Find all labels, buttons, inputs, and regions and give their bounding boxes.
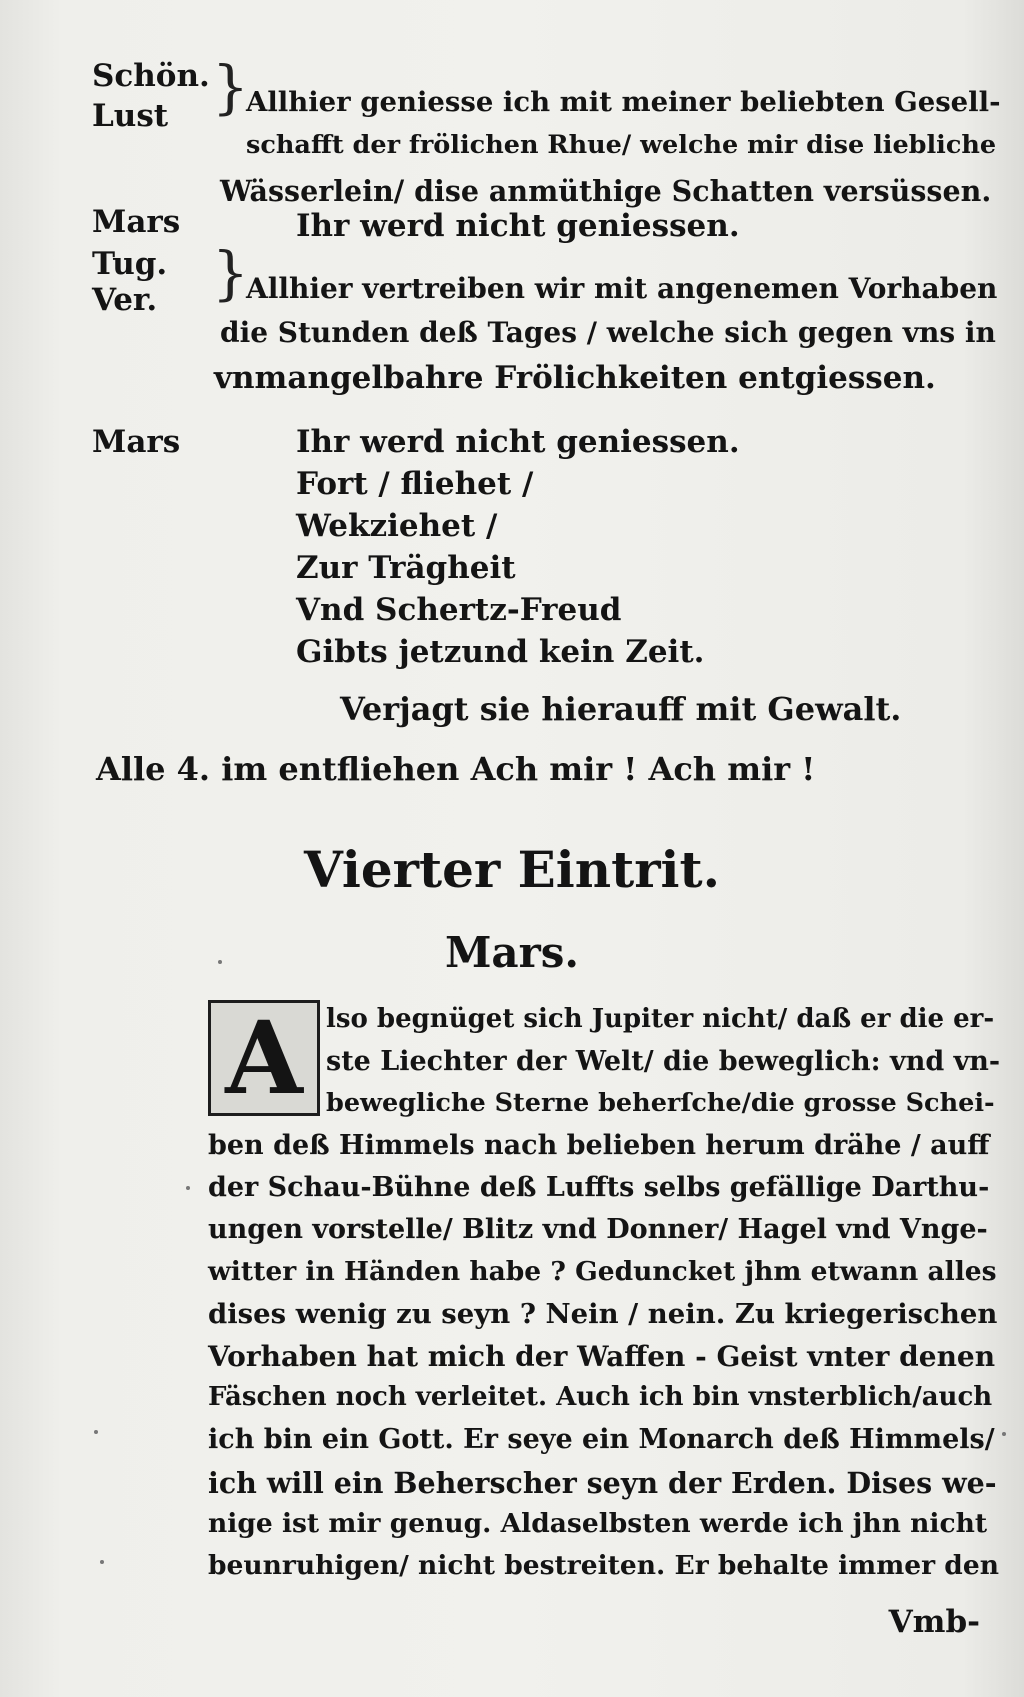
dialogue-line: Fort / fliehet /: [296, 466, 534, 502]
dialogue-line: Ihr werd nicht geniessen.: [296, 208, 740, 244]
paragraph-line: bewegliche Sterne beherſche/die grosse Schei-: [326, 1088, 995, 1118]
brace-mark: }: [212, 239, 249, 307]
dialogue-line: Zur Trägheit: [296, 550, 516, 586]
catchword: Vmb-: [888, 1604, 980, 1640]
paragraph-line: nige ist mir genug. Aldaselbsten werde ich jhn nicht: [208, 1508, 988, 1539]
paragraph-line: ich bin ein Gott. Er seye ein Monarch deß Himmels/: [208, 1424, 995, 1455]
dialogue-line: vnmangelbahre Frölichkeiten entgiessen.: [214, 360, 936, 396]
ink-speck: [186, 1186, 190, 1190]
dropcap-initial: A: [208, 1000, 320, 1116]
paragraph-line: ich will ein Beherscher seyn der Erden. Dises we-: [208, 1466, 997, 1500]
dialogue-line: schafft der frölichen Rhue/ welche mir dise liebliche: [246, 130, 997, 160]
ink-speck: [218, 960, 222, 964]
speaker-label-schoen: Schön.: [92, 58, 210, 94]
scene-speaker: Mars.: [444, 928, 580, 977]
ink-speck: [1002, 1432, 1006, 1436]
dialogue-line: Allhier geniesse ich mit meiner beliebten Gesell-: [246, 86, 1001, 118]
scene-title: Vierter Eintrit.: [303, 840, 721, 899]
ink-speck: [94, 1430, 98, 1434]
paragraph-line: ungen vorstelle/ Blitz vnd Donner/ Hagel vnd Vnge-: [208, 1214, 988, 1245]
paragraph-line: ben deß Himmels nach belieben herum drähe / auff: [208, 1130, 990, 1161]
speaker-label-lust: Lust: [92, 98, 169, 134]
brace-mark: }: [212, 53, 249, 121]
dialogue-line: Wässerlein/ dise anmüthige Schatten versüssen.: [220, 174, 992, 208]
dialogue-line: die Stunden deß Tages / welche sich gegen vns in: [220, 316, 996, 349]
dialogue-line: Wekziehet /: [296, 508, 498, 544]
paragraph-line: lso begnüget sich Jupiter nicht/ daß er die er-: [326, 1004, 995, 1034]
paragraph-line: ste Liechter der Welt/ die beweglich: vnd vn-: [326, 1046, 1001, 1077]
paragraph-line: der Schau-Bühne deß Luffts selbs gefällige Darthu-: [208, 1172, 990, 1203]
speaker-label-ver: Ver.: [92, 282, 158, 318]
speaker-label-tug: Tug.: [92, 246, 168, 282]
all-four-line: Alle 4. im entfliehen Ach mir ! Ach mir !: [96, 750, 816, 788]
paragraph-line: witter in Händen habe ? Geduncket jhm etwann alles: [208, 1256, 997, 1287]
dialogue-line: Vnd Schertz-Freud: [296, 592, 622, 628]
paragraph-line: Vorhaben hat mich der Waffen - Geist vnter denen: [208, 1340, 996, 1373]
dialogue-line: Allhier vertreiben wir mit angenemen Vorhaben: [246, 272, 998, 305]
paragraph-line: beunruhigen/ nicht bestreiten. Er behalte immer den: [208, 1550, 999, 1581]
ink-speck: [100, 1560, 104, 1564]
dialogue-line: Gibts jetzund kein Zeit.: [296, 634, 705, 670]
stage-direction: Verjagt sie hierauff mit Gewalt.: [340, 690, 902, 728]
paragraph-line: dises wenig zu seyn ? Nein / nein. Zu kriegerischen: [208, 1298, 998, 1330]
speaker-label-mars: Mars: [92, 424, 181, 460]
dialogue-line: Ihr werd nicht geniessen.: [296, 424, 740, 460]
paragraph-line: Fäschen noch verleitet. Auch ich bin vnsterblich/auch: [208, 1382, 993, 1412]
speaker-label-mars: Mars: [92, 204, 181, 240]
